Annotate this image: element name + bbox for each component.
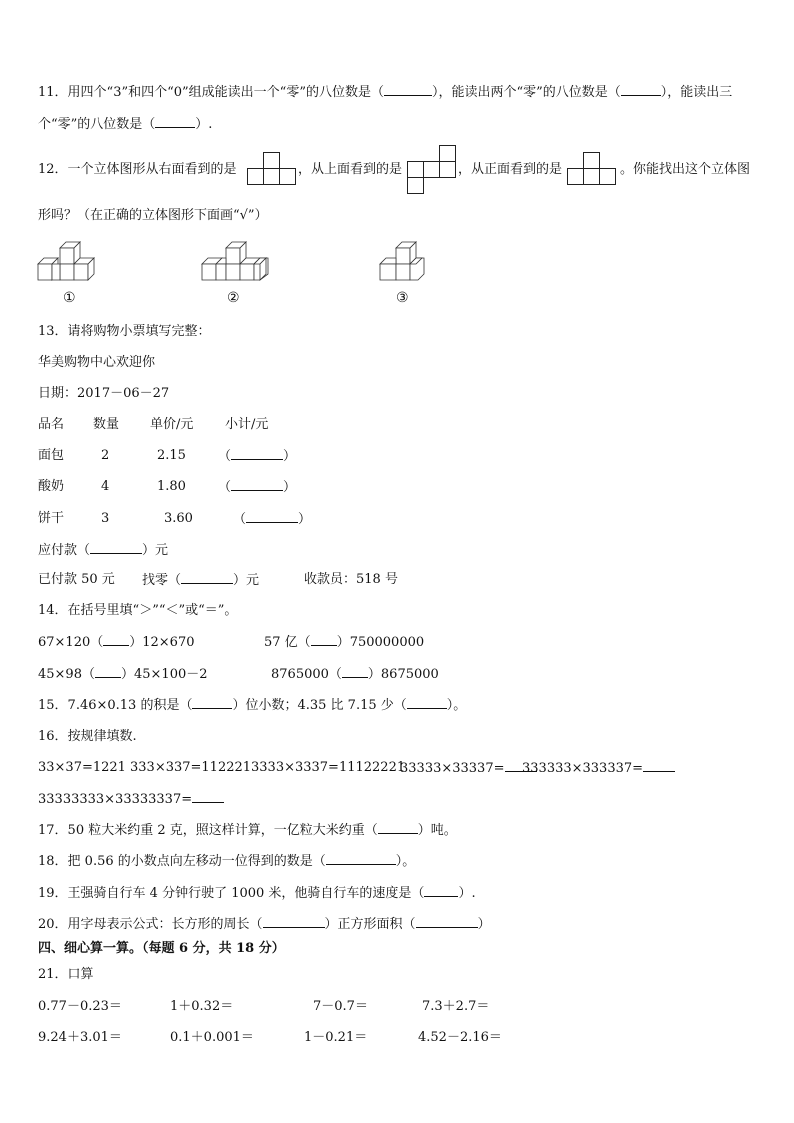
q19-text-a: 19．王强骑自行车 4 分钟行驶了 1000 米，他骑自行车的速度是（	[38, 886, 425, 901]
q21-r1-c1: 0.77－0.23＝	[38, 999, 122, 1014]
q14-item-4-left: 8765000（	[271, 667, 342, 682]
q16-eq-6	[38, 791, 224, 808]
q15-text-c: ）。	[446, 698, 467, 713]
q16-title: 16．按规律填数.	[38, 729, 137, 744]
q13-row1-blank[interactable]	[231, 448, 283, 460]
q13-row3-qty: 3	[101, 511, 110, 526]
q16-eq-4-text: 33333×33337=	[400, 761, 505, 776]
q13-row2-subtotal	[218, 479, 296, 496]
q11-blank-3[interactable]	[155, 116, 195, 128]
paren-close: ）	[283, 449, 297, 464]
q12-text-1: 12．一个立体图形从右面看到的是	[38, 162, 237, 177]
q13-row3-blank[interactable]	[246, 511, 298, 523]
q11-blank-2[interactable]	[621, 84, 661, 96]
q13-due-unit: ）元	[142, 543, 169, 558]
q12-figure-1	[36, 236, 106, 286]
q14-item-2	[264, 634, 424, 651]
q13-amount-due	[38, 542, 168, 559]
q12-option-2-label[interactable]: ②	[227, 290, 240, 306]
q12-text-2: ，从上面看到的是	[298, 162, 403, 177]
q17-blank[interactable]	[378, 822, 418, 834]
paren-open: （	[218, 480, 232, 495]
q14-item-3-right: ）45×100－2	[120, 667, 208, 682]
q15-line	[38, 697, 466, 714]
q11-line2	[38, 116, 212, 133]
q12-text-3: ，从正面看到的是	[458, 162, 563, 177]
q17-line	[38, 822, 457, 839]
q12-text-4: 。你能找出这个立体图	[620, 162, 751, 177]
q16-eq-2: 333×337=112221	[130, 760, 252, 775]
q14-item-3	[38, 666, 208, 683]
q16-eq-6-blank[interactable]	[192, 791, 224, 803]
q11-text-e: ）.	[195, 117, 213, 132]
q15-blank-2[interactable]	[407, 697, 447, 709]
q19-line	[38, 885, 476, 902]
q12-text-5: 形吗？（在正确的立体图形下面画“√”）	[38, 208, 268, 223]
q15-text-b: ）位小数；4.35 比 7.15 少（	[232, 698, 407, 713]
q20-text-b: ）正方形面积（	[324, 917, 416, 932]
q19-text-b: ）.	[458, 886, 476, 901]
q13-row3-subtotal	[233, 511, 311, 528]
q13-row3-name: 饼干	[38, 511, 65, 526]
q17-text-a: 17．50 粒大米约重 2 克，照这样计算，一亿粒大米约重（	[38, 823, 378, 838]
q20-blank-2[interactable]	[416, 916, 478, 928]
q20-line	[38, 916, 491, 933]
q13-row1-name: 面包	[38, 448, 65, 463]
q21-r1-c2: 1＋0.32＝	[170, 999, 234, 1014]
q12-right-view-grid	[247, 152, 297, 186]
q17-text-b: ）吨。	[417, 823, 457, 838]
q14-item-1	[38, 634, 195, 651]
q13-row1-subtotal	[218, 448, 296, 465]
q14-title: 14．在括号里填“＞”“＜”或“＝”。	[38, 603, 238, 618]
q14-item-1-blank[interactable]	[103, 634, 129, 646]
q13-cashier: 收款员：518 号	[304, 572, 398, 587]
q11-line1	[38, 84, 732, 101]
q13-header-name: 品名	[38, 417, 65, 432]
q11-blank-1[interactable]	[384, 84, 432, 96]
paren-close: ）	[283, 480, 297, 495]
paren-open: （	[218, 449, 232, 464]
q15-blank-1[interactable]	[192, 697, 232, 709]
q12-figure-2	[200, 236, 274, 286]
q16-eq-5-text: 333333×333337=	[522, 761, 644, 776]
q12-top-view-grid	[407, 145, 457, 195]
q20-blank-1[interactable]	[263, 916, 325, 928]
paren-open: （	[233, 512, 247, 527]
q16-eq-3: 3333×3337=11122221	[251, 760, 406, 775]
q13-due-text: 应付款（	[38, 543, 91, 558]
q14-item-4-blank[interactable]	[342, 666, 368, 678]
q11-text-d: 个“零”的八位数是（	[38, 117, 156, 132]
q18-text-b: ）。	[395, 854, 416, 869]
q18-blank[interactable]	[326, 853, 396, 865]
q13-row1-qty: 2	[101, 448, 110, 463]
q13-change-blank[interactable]	[181, 572, 233, 584]
q21-r2-c2: 0.1＋0.001＝	[170, 1030, 254, 1045]
q21-r1-c4: 7.3＋2.7＝	[422, 999, 490, 1014]
q20-text-a: 20．用字母表示公式：长方形的周长（	[38, 917, 263, 932]
q13-due-blank[interactable]	[90, 542, 142, 554]
q13-header-subtotal: 小计/元	[225, 417, 269, 432]
q12-figure-3	[378, 236, 434, 286]
q21-r2-c1: 9.24＋3.01＝	[38, 1030, 122, 1045]
q14-item-4	[271, 666, 439, 683]
q13-paid: 已付款 50 元	[38, 572, 115, 587]
q11-text-a: 11．用四个“3”和四个“0”组成能读出一个“零”的八位数是（	[38, 85, 384, 100]
q16-eq-1: 33×37=1221	[38, 760, 126, 775]
q14-item-3-blank[interactable]	[95, 666, 121, 678]
q13-change-text: 找零（	[142, 573, 182, 588]
q20-text-c: ）	[477, 917, 491, 932]
q16-eq-4	[400, 760, 537, 777]
q13-row2-price: 1.80	[157, 479, 186, 494]
q13-change-unit: ）元	[233, 573, 260, 588]
q13-row3-price: 3.60	[164, 511, 193, 526]
q21-r2-c4: 4.52－2.16＝	[418, 1030, 502, 1045]
q13-row2-qty: 4	[101, 479, 110, 494]
q21-title: 21．口算	[38, 967, 94, 982]
q13-shop-name: 华美购物中心欢迎你	[38, 355, 156, 370]
q13-header-qty: 数量	[93, 417, 120, 432]
q14-item-2-left: 57 亿（	[264, 635, 311, 650]
q14-item-3-left: 45×98（	[38, 667, 95, 682]
q12-option-1-label[interactable]: ①	[63, 290, 76, 306]
q18-text-a: 18．把 0.56 的小数点向左移动一位得到的数是（	[38, 854, 326, 869]
q16-eq-6-text: 33333333×33333337=	[38, 792, 193, 807]
q19-blank[interactable]	[424, 885, 458, 897]
q21-r1-c3: 7－0.7＝	[313, 999, 368, 1014]
q14-item-1-left: 67×120（	[38, 635, 104, 650]
q11-text-b: ），能读出两个“零”的八位数是（	[431, 85, 621, 100]
q13-row1-price: 2.15	[157, 448, 186, 463]
q16-eq-5	[522, 760, 675, 777]
q13-title: 13．请将购物小票填写完整：	[38, 324, 211, 339]
paren-close: ）	[298, 512, 312, 527]
q14-item-2-blank[interactable]	[311, 634, 337, 646]
q14-item-1-right: ）12×670	[129, 635, 195, 650]
q13-row2-blank[interactable]	[231, 479, 283, 491]
q18-line	[38, 853, 415, 870]
q13-change	[142, 572, 259, 589]
q12-front-view-grid	[567, 152, 617, 186]
q15-text-a: 15．7.46×0.13 的积是（	[38, 698, 193, 713]
q14-item-2-right: ）750000000	[336, 635, 425, 650]
q14-item-4-right: ）8675000	[367, 667, 439, 682]
q16-eq-5-blank[interactable]	[643, 760, 675, 772]
q13-row2-name: 酸奶	[38, 479, 65, 494]
section-4-heading: 四、细心算一算。（每题 6 分，共 18 分）	[38, 941, 285, 956]
q13-date: 日期：2017－06－27	[38, 386, 170, 401]
q12-option-3-label[interactable]: ③	[396, 290, 409, 306]
q21-r2-c3: 1－0.21＝	[304, 1030, 368, 1045]
q11-text-c: ），能读出三	[660, 85, 733, 100]
q13-header-price: 单价/元	[150, 417, 194, 432]
